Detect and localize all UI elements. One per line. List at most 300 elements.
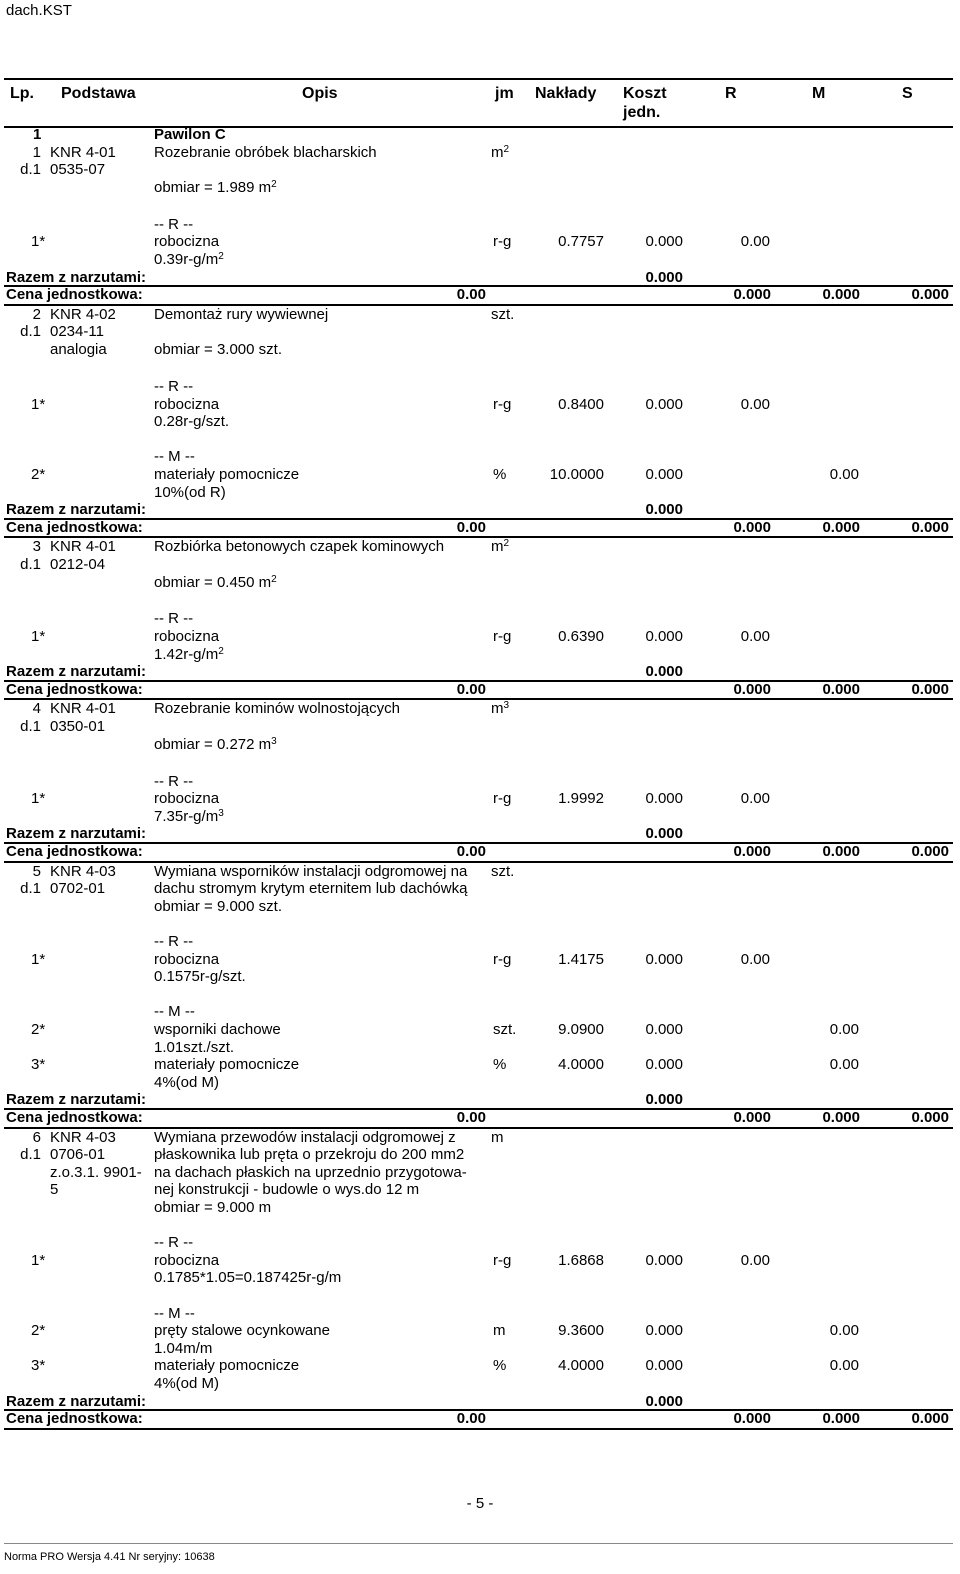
item-unit — [491, 144, 509, 161]
item-description-text: Rozebranie kominów wolnostojących — [154, 700, 400, 718]
resource-koszt — [645, 1056, 683, 1073]
item-obmiar — [154, 574, 277, 591]
cena-value — [457, 1109, 486, 1126]
cena-r-text: 0.000 — [733, 1410, 771, 1428]
resource-unit-text: r-g — [493, 628, 512, 646]
resource-head-r — [154, 773, 193, 790]
resource-unit-text: r-g — [493, 950, 512, 968]
resource-norm-text: 1.01szt./szt. — [154, 1038, 235, 1056]
item-d-text: d.1 — [20, 555, 41, 573]
resource-head-r — [154, 378, 193, 395]
item-obmiar-text: obmiar = 9.000 szt. — [154, 897, 282, 915]
resource-lp — [31, 790, 45, 807]
item-base-text: 0234-11 — [50, 323, 104, 341]
resource-koszt — [645, 233, 683, 250]
resource-head-r-text: -- R -- — [154, 772, 194, 790]
item-number — [33, 306, 41, 323]
resource-name-text: materiały pomocnicze — [154, 1056, 300, 1074]
cena-bottom-rule — [4, 1428, 953, 1430]
resource-name — [154, 1357, 299, 1374]
cena-label-text: Cena jednostkowa: — [6, 518, 143, 536]
item-number-text: 3 — [32, 538, 41, 556]
resource-m-text: 0.00 — [829, 1357, 859, 1375]
resource-naklady-text: 1.9992 — [558, 790, 604, 808]
resource-head-m-text: -- M -- — [154, 1304, 195, 1322]
resource-naklady — [558, 1357, 604, 1374]
resource-name — [154, 1322, 330, 1339]
razem-value — [645, 269, 683, 286]
resource-naklady-text: 0.7757 — [558, 233, 604, 251]
resource-head-r-text: -- R -- — [154, 1234, 194, 1252]
item-description — [154, 700, 400, 717]
item-d-text: d.1 — [20, 880, 41, 898]
cena-bottom-rule — [4, 304, 953, 306]
item-description-text: na dachach płaskich na uprzednio przygotowa- — [154, 1163, 467, 1181]
col-koszt: Koszt — [623, 85, 667, 102]
resource-name — [154, 1252, 219, 1269]
resource-head-m — [154, 1003, 195, 1020]
cena-r — [733, 681, 771, 698]
cena-s — [911, 1109, 949, 1126]
resource-unit — [493, 1021, 516, 1038]
resource-unit — [493, 466, 506, 483]
cena-s — [911, 843, 949, 860]
resource-r — [741, 951, 770, 968]
resource-norm — [154, 484, 226, 501]
cena-value-text: 0.00 — [456, 680, 486, 698]
razem-label — [6, 825, 146, 842]
item-base — [50, 1129, 116, 1146]
cena-value-text: 0.00 — [456, 843, 486, 861]
item-obmiar — [154, 736, 277, 753]
cena-value — [457, 1410, 486, 1427]
resource-koszt — [645, 790, 683, 807]
item-number — [33, 1129, 41, 1146]
resource-koszt-text: 0.000 — [645, 1056, 683, 1074]
resource-r — [741, 790, 770, 807]
resource-norm — [154, 646, 224, 663]
item-unit-exponent: 2 — [503, 143, 510, 155]
item-unit-text: m — [491, 1128, 504, 1146]
item-unit — [491, 1129, 504, 1146]
resource-name-text: wsporniki dachowe — [154, 1021, 281, 1039]
resource-m-text: 0.00 — [829, 465, 859, 483]
item-number-text: 1 — [32, 143, 41, 161]
cena-s-text: 0.000 — [911, 1410, 949, 1428]
item-d-text: d.1 — [20, 718, 41, 736]
cena-s — [911, 681, 949, 698]
resource-unit — [493, 1056, 506, 1073]
col-koszt-jedn: jedn. — [623, 104, 661, 121]
resource-name-text: robocizna — [154, 233, 220, 251]
col-s: S — [902, 85, 913, 102]
item-base-text: z.o.3.1. 9901- — [50, 1163, 142, 1181]
item-number-text: 4 — [32, 700, 41, 718]
item-d-text: d.1 — [20, 323, 41, 341]
cena-r — [733, 1109, 771, 1126]
razem-label — [6, 501, 146, 518]
resource-koszt — [645, 1021, 683, 1038]
item-base-text: KNR 4-03 — [50, 1128, 116, 1146]
resource-koszt-text: 0.000 — [645, 395, 683, 413]
resource-lp — [31, 628, 45, 645]
resource-name — [154, 396, 219, 413]
resource-lp — [31, 1252, 45, 1269]
razem-label — [6, 1393, 146, 1410]
resource-r — [741, 628, 770, 645]
razem-value — [645, 501, 683, 518]
cena-value — [457, 519, 486, 536]
footer-divider — [4, 1543, 953, 1544]
item-description-text: Wymiana wsporników instalacji odgromowej na — [154, 862, 468, 880]
resource-naklady-text: 1.6868 — [558, 1251, 604, 1269]
col-jm: jm — [495, 85, 514, 102]
cena-m-text: 0.000 — [822, 518, 860, 536]
cena-r-text: 0.000 — [733, 1109, 771, 1127]
col-m: M — [812, 85, 826, 102]
resource-name — [154, 951, 219, 968]
item-unit — [491, 538, 509, 555]
cena-m-text: 0.000 — [822, 1109, 860, 1127]
item-number — [33, 144, 41, 161]
resource-lp-text: 1* — [31, 1251, 46, 1269]
cena-s-text: 0.000 — [911, 286, 949, 304]
cena-value — [457, 286, 486, 303]
cena-m-text: 0.000 — [822, 680, 860, 698]
item-d-text: d.1 — [20, 1146, 41, 1164]
cena-label — [6, 843, 143, 860]
razem-label-text: Razem z narzutami: — [6, 1392, 147, 1410]
resource-koszt — [645, 628, 683, 645]
item-number-text: 6 — [32, 1128, 41, 1146]
resource-norm-text: 4%(od M) — [154, 1073, 220, 1091]
razem-value-text: 0.000 — [645, 663, 683, 681]
resource-norm — [154, 1375, 219, 1392]
cena-value-text: 0.00 — [456, 1109, 486, 1127]
resource-koszt — [645, 466, 683, 483]
resource-unit — [493, 951, 511, 968]
item-number — [33, 538, 41, 555]
col-opis: Opis — [302, 85, 338, 102]
item-base — [50, 538, 116, 555]
item-base — [50, 1181, 58, 1198]
resource-unit — [493, 790, 511, 807]
resource-koszt-text: 0.000 — [645, 465, 683, 483]
resource-naklady — [558, 628, 604, 645]
razem-value — [645, 825, 683, 842]
page-number: - 5 - — [466, 1495, 494, 1512]
resource-naklady — [558, 1252, 604, 1269]
resource-koszt — [645, 1252, 683, 1269]
resource-head-m — [154, 448, 195, 465]
resource-naklady — [550, 466, 604, 483]
software-note: Norma PRO Wersja 4.41 Nr seryjny: 10638 — [4, 1551, 215, 1563]
resource-koszt-text: 0.000 — [645, 628, 683, 646]
cena-m — [822, 681, 860, 698]
resource-lp — [31, 233, 45, 250]
resource-koszt-text: 0.000 — [645, 1357, 683, 1375]
item-description-text: płaskownika lub pręta o przekroju do 200 mm2 — [154, 1146, 465, 1164]
resource-naklady — [558, 1021, 604, 1038]
razem-label-text: Razem z narzutami: — [6, 268, 147, 286]
resource-lp-text: 3* — [31, 1357, 46, 1375]
resource-naklady-text: 1.4175 — [558, 950, 604, 968]
item-description — [154, 1164, 467, 1181]
item-obmiar — [154, 179, 277, 196]
resource-r-text: 0.00 — [740, 628, 770, 646]
item-number-text: 5 — [32, 862, 41, 880]
item-description — [154, 1146, 464, 1163]
item-base — [50, 306, 116, 323]
item-description — [154, 863, 467, 880]
document-filename: dach.KST — [6, 2, 72, 19]
item-base-text: KNR 4-01 — [50, 700, 116, 718]
resource-koszt — [645, 1322, 683, 1339]
item-number — [33, 863, 41, 880]
cena-label-text: Cena jednostkowa: — [6, 286, 143, 304]
resource-lp — [31, 1357, 45, 1374]
resource-lp-text: 1* — [31, 233, 46, 251]
item-base-text: 0350-01 — [50, 718, 106, 736]
resource-lp-text: 1* — [31, 790, 46, 808]
resource-unit-text: % — [493, 1357, 507, 1375]
resource-unit — [493, 1322, 506, 1339]
cena-r-text: 0.000 — [733, 286, 771, 304]
razem-label — [6, 269, 146, 286]
resource-head-r — [154, 1234, 193, 1251]
resource-m — [830, 1322, 859, 1339]
resource-norm — [154, 251, 224, 268]
cena-value-text: 0.00 — [456, 1410, 486, 1428]
item-description — [154, 880, 467, 897]
razem-label — [6, 663, 146, 680]
resource-koszt-text: 0.000 — [645, 1251, 683, 1269]
resource-norm-text: 4%(od M) — [154, 1375, 220, 1393]
resource-head-r-text: -- R -- — [154, 215, 194, 233]
resource-norm-text: 0.28r-g/szt. — [154, 413, 230, 431]
item-base-text: 0706-01 — [50, 1146, 106, 1164]
resource-name-text: robocizna — [154, 395, 220, 413]
item-description — [154, 1129, 456, 1146]
resource-naklady-text: 0.8400 — [558, 395, 604, 413]
item-base — [50, 880, 105, 897]
resource-m-text: 0.00 — [829, 1322, 859, 1340]
item-base-text: analogia — [50, 340, 107, 358]
resource-unit-text: r-g — [493, 790, 512, 808]
resource-m-text: 0.00 — [829, 1021, 859, 1039]
resource-lp-text: 2* — [31, 465, 46, 483]
item-description — [154, 1181, 419, 1198]
item-base-text: 0702-01 — [50, 880, 106, 898]
resource-norm-exponent: 3 — [218, 807, 224, 819]
resource-norm — [154, 1269, 341, 1286]
resource-unit-text: r-g — [493, 233, 512, 251]
razem-label-text: Razem z narzutami: — [6, 825, 147, 843]
col-podstawa: Podstawa — [61, 85, 136, 102]
resource-name-text: pręty stalowe ocynkowane — [154, 1322, 330, 1340]
item-base — [50, 1146, 105, 1163]
resource-naklady-text: 0.6390 — [558, 628, 604, 646]
cena-m-text: 0.000 — [822, 286, 860, 304]
item-unit-text: m — [491, 143, 504, 161]
item-obmiar-exponent: 2 — [271, 178, 277, 190]
cena-label — [6, 1410, 143, 1427]
cena-m — [822, 1109, 860, 1126]
cena-s — [911, 286, 949, 303]
cena-s-text: 0.000 — [911, 843, 949, 861]
resource-norm-text: 0.39r-g/m — [154, 250, 219, 268]
cena-label-text: Cena jednostkowa: — [6, 1410, 143, 1428]
resource-lp-text: 1* — [31, 628, 46, 646]
item-unit-text: m — [491, 538, 504, 556]
resource-name-text: robocizna — [154, 790, 220, 808]
cena-s — [911, 519, 949, 536]
resource-unit — [493, 396, 511, 413]
item-obmiar — [154, 341, 282, 358]
resource-norm-text: 1.42r-g/m — [154, 645, 219, 663]
item-description — [154, 538, 444, 555]
resource-norm-exponent: 2 — [218, 645, 224, 657]
cena-value-text: 0.00 — [456, 518, 486, 536]
resource-unit — [493, 628, 511, 645]
cena-s — [911, 1410, 949, 1427]
resource-lp-text: 1* — [31, 950, 46, 968]
item-description-text: Demontaż rury wywiewnej — [154, 305, 329, 323]
cena-s-text: 0.000 — [911, 518, 949, 536]
resource-unit-text: m — [493, 1322, 506, 1340]
item-obmiar-exponent: 2 — [271, 573, 277, 585]
section-name — [154, 126, 226, 143]
item-description-text: dachu stromym krytym eternitem lub dachówką — [154, 880, 468, 898]
resource-m — [830, 466, 859, 483]
resource-head-r-text: -- R -- — [154, 933, 194, 951]
resource-lp — [31, 1056, 45, 1073]
item-base — [50, 341, 107, 358]
col-r: R — [725, 85, 737, 102]
resource-koszt — [645, 396, 683, 413]
resource-r-text: 0.00 — [740, 395, 770, 413]
item-base — [50, 1164, 142, 1181]
resource-name-text: materiały pomocnicze — [154, 1357, 300, 1375]
resource-naklady — [558, 1322, 604, 1339]
razem-value-text: 0.000 — [645, 825, 683, 843]
cena-label-text: Cena jednostkowa: — [6, 1109, 143, 1127]
cena-r — [733, 519, 771, 536]
cena-r — [733, 843, 771, 860]
resource-lp-text: 2* — [31, 1322, 46, 1340]
item-d — [20, 880, 41, 897]
item-unit-exponent: 2 — [503, 538, 510, 550]
item-d — [20, 1146, 41, 1163]
item-description-text: Wymiana przewodów instalacji odgromowej z — [154, 1128, 456, 1146]
resource-koszt-text: 0.000 — [645, 1322, 683, 1340]
resource-lp — [31, 951, 45, 968]
resource-lp-text: 1* — [31, 395, 46, 413]
resource-unit-text: r-g — [493, 1251, 512, 1269]
resource-m-text: 0.00 — [829, 1056, 859, 1074]
resource-koszt — [645, 1357, 683, 1374]
resource-name — [154, 1056, 299, 1073]
resource-head-r-text: -- R -- — [154, 610, 194, 628]
cena-s-text: 0.000 — [911, 1109, 949, 1127]
item-unit-exponent: 3 — [503, 700, 510, 712]
cena-value — [457, 681, 486, 698]
resource-naklady-text: 9.3600 — [558, 1322, 604, 1340]
cena-bottom-rule — [4, 1127, 953, 1129]
resource-name — [154, 628, 219, 645]
razem-label-text: Razem z narzutami: — [6, 663, 147, 681]
cena-m — [822, 286, 860, 303]
razem-value-text: 0.000 — [645, 501, 683, 519]
item-base-text: 5 — [50, 1181, 59, 1199]
resource-unit-text: % — [493, 465, 507, 483]
item-d-text: d.1 — [20, 161, 41, 179]
resource-norm-text: 1.04m/m — [154, 1339, 213, 1357]
resource-name — [154, 233, 219, 250]
section-number-text: 1 — [33, 126, 42, 143]
resource-naklady-text: 9.0900 — [558, 1021, 604, 1039]
resource-lp — [31, 396, 45, 413]
resource-m — [830, 1357, 859, 1374]
resource-koszt-text: 0.000 — [645, 233, 683, 251]
item-obmiar-text: obmiar = 1.989 m — [154, 178, 272, 196]
resource-name-text: materiały pomocnicze — [154, 465, 300, 483]
resource-head-m-text: -- M -- — [154, 1003, 195, 1021]
cena-m — [822, 843, 860, 860]
cena-label-text: Cena jednostkowa: — [6, 680, 143, 698]
resource-name-text: robocizna — [154, 1251, 220, 1269]
cena-r — [733, 1410, 771, 1427]
item-base-text: 0212-04 — [50, 555, 106, 573]
resource-head-m-text: -- M -- — [154, 448, 195, 466]
resource-r-text: 0.00 — [740, 950, 770, 968]
item-number — [33, 700, 41, 717]
cena-label — [6, 681, 143, 698]
resource-unit — [493, 233, 511, 250]
item-base — [50, 718, 105, 735]
cena-r-text: 0.000 — [733, 843, 771, 861]
item-base — [50, 863, 116, 880]
resource-naklady-text: 4.0000 — [558, 1056, 604, 1074]
razem-label-text: Razem z narzutami: — [6, 1091, 147, 1109]
cena-bottom-rule — [4, 861, 953, 863]
resource-unit-text: % — [493, 1056, 507, 1074]
item-description — [154, 144, 377, 161]
item-base — [50, 323, 104, 340]
resource-m — [830, 1021, 859, 1038]
item-base — [50, 556, 105, 573]
razem-value — [645, 1091, 683, 1108]
resource-naklady — [558, 1056, 604, 1073]
item-obmiar-text: obmiar = 3.000 szt. — [154, 340, 282, 358]
item-base — [50, 161, 105, 178]
resource-unit-text: r-g — [493, 395, 512, 413]
cena-bottom-rule — [4, 698, 953, 700]
resource-norm — [154, 1074, 219, 1091]
item-obmiar-text: obmiar = 0.272 m — [154, 735, 272, 753]
item-d — [20, 161, 41, 178]
resource-lp — [31, 1322, 45, 1339]
resource-norm — [154, 808, 224, 825]
resource-head-r-text: -- R -- — [154, 377, 194, 395]
resource-norm — [154, 413, 229, 430]
resource-norm-exponent: 2 — [218, 250, 224, 262]
section-name-text: Pawilon C — [154, 126, 226, 143]
resource-name-text: robocizna — [154, 628, 220, 646]
cena-bottom-rule — [4, 536, 953, 538]
razem-value-text: 0.000 — [645, 1392, 683, 1410]
resource-naklady-text: 10.0000 — [549, 465, 604, 483]
